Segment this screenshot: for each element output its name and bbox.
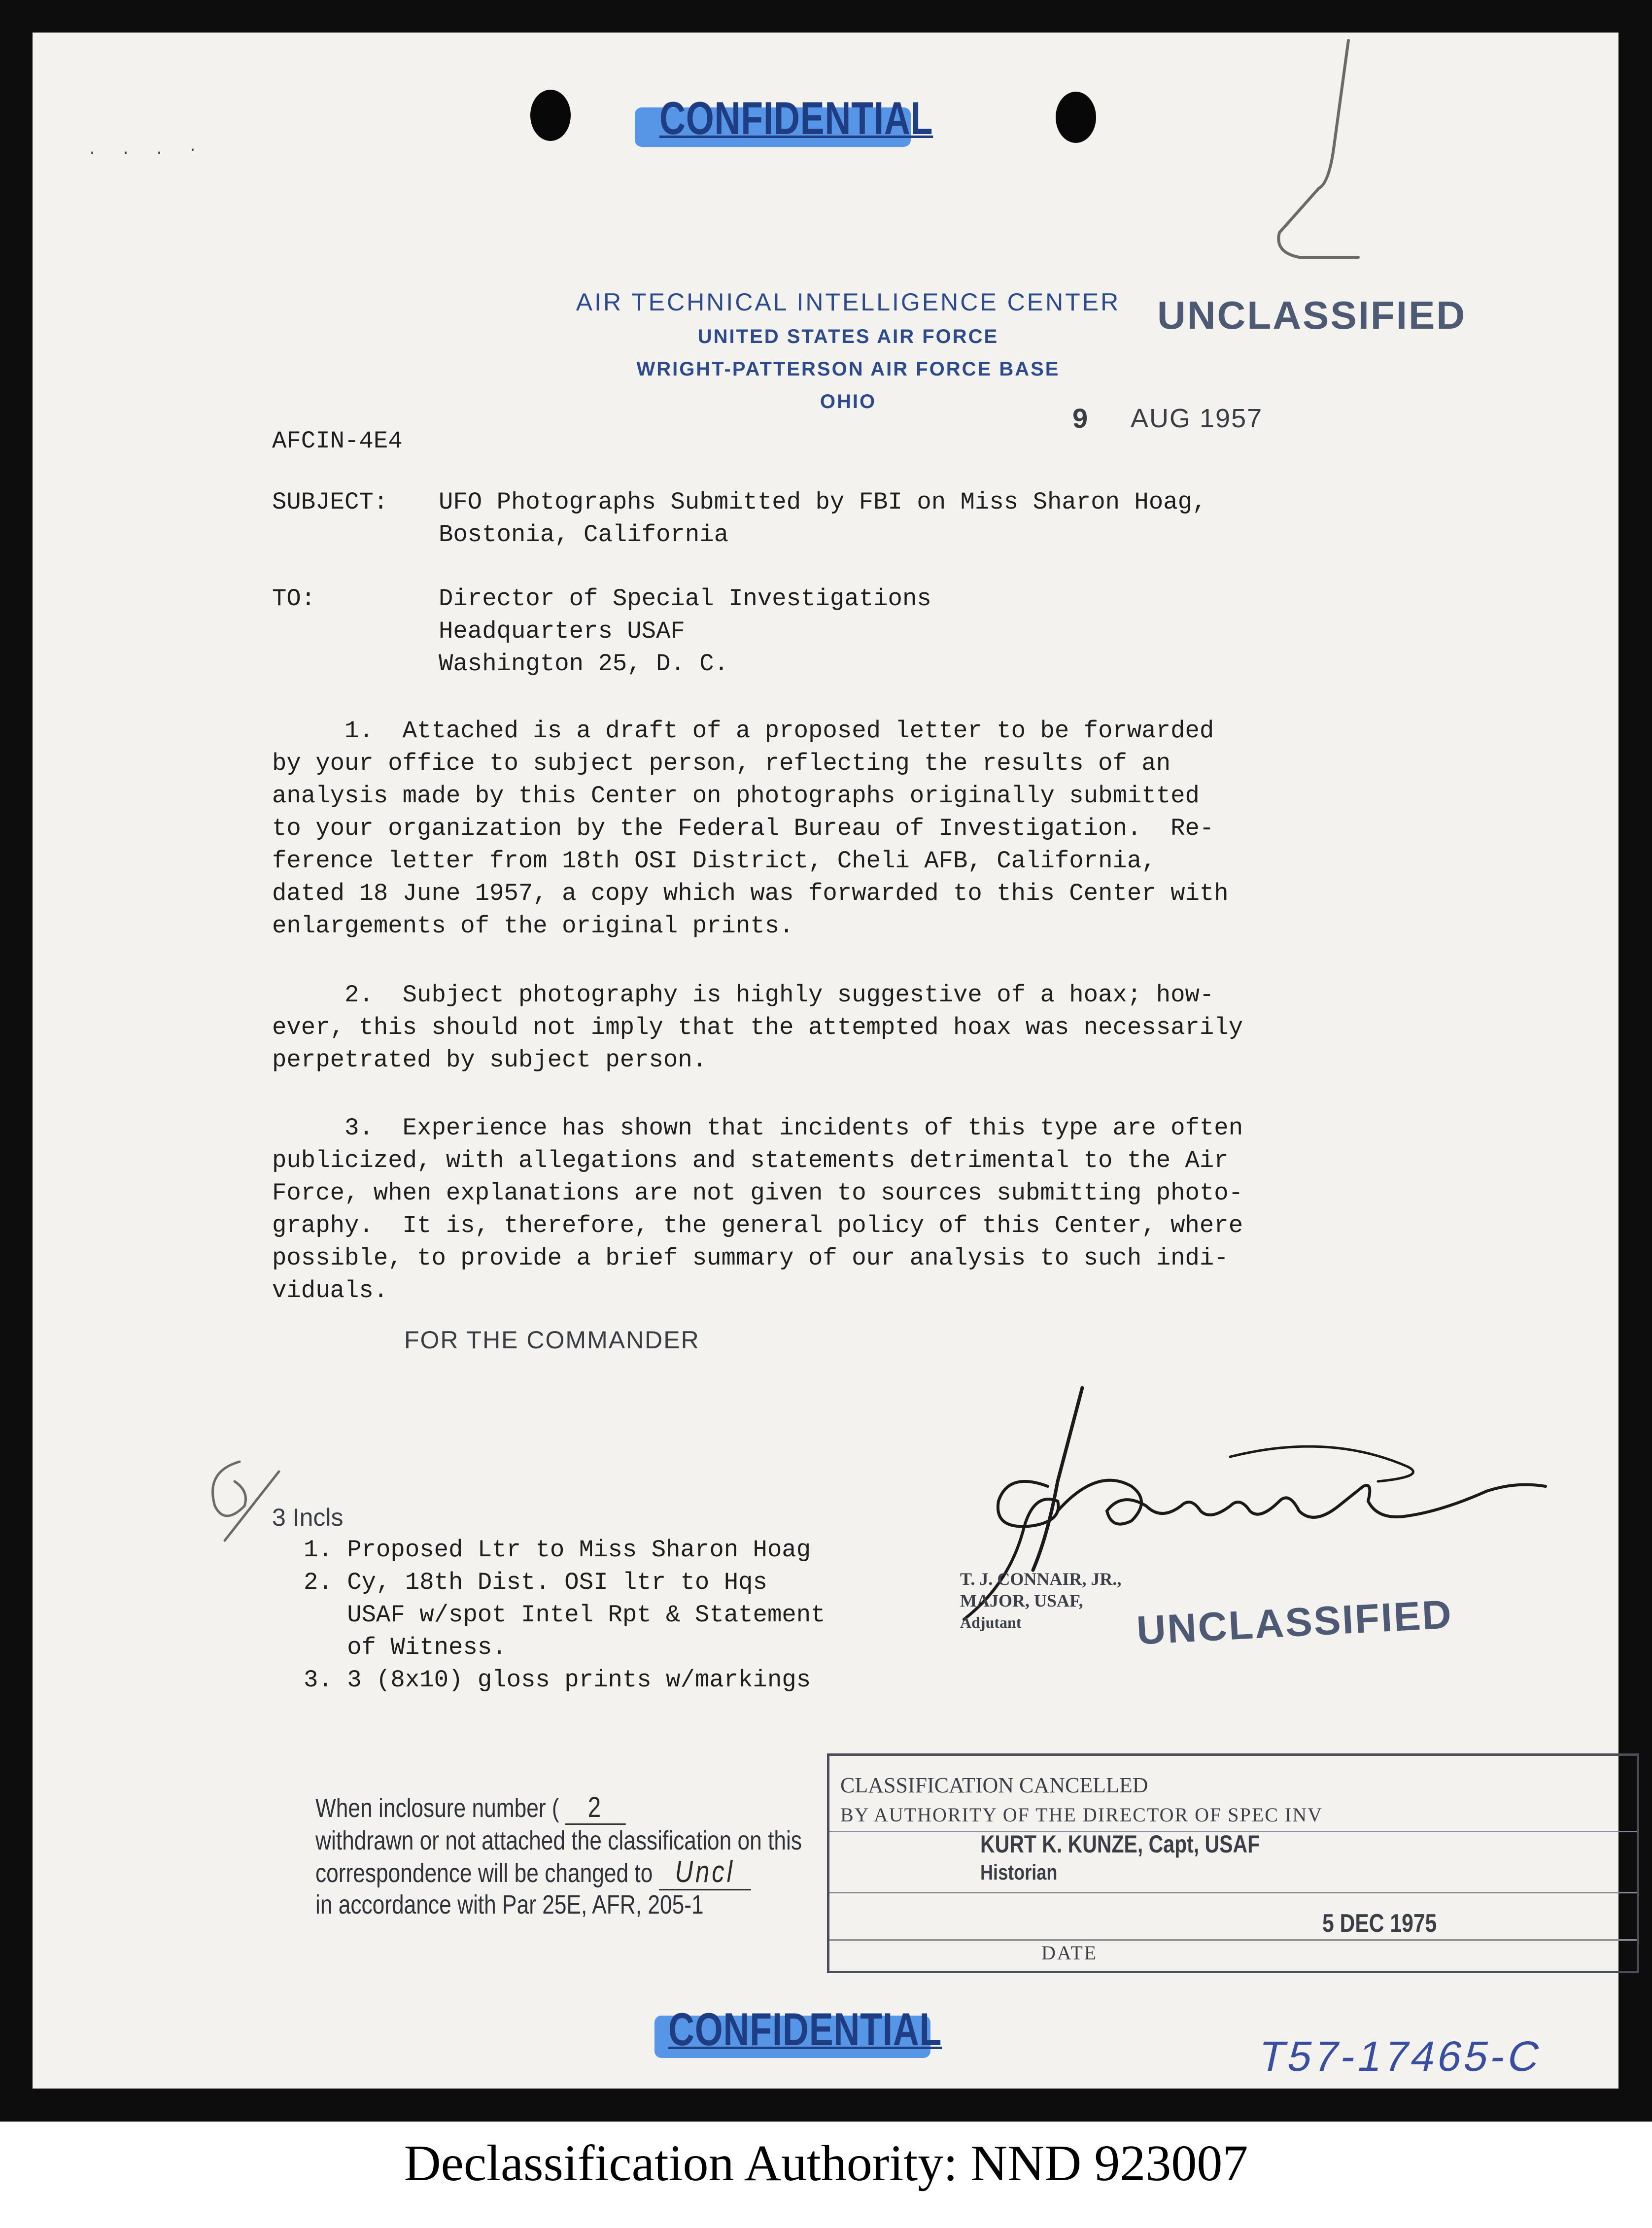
changed-classification-handwritten: Uncl [659, 1855, 751, 1890]
notice-line4: in accordance with Par 25E, AFR, 205-1 [315, 1890, 704, 1920]
inclosure-item: 2. Cy, 18th Dist. OSI ltr to Hqs [304, 1569, 767, 1596]
paragraph-line: by your office to subject person, reflecting the results of an [272, 750, 1171, 777]
subject-line: UFO Photographs Submitted by FBI on Miss Sharon Hoag, [439, 488, 1207, 516]
unclassified-stamp-signature: UNCLASSIFIED [1136, 1592, 1454, 1653]
notice-line2: withdrawn or not attached the classification on this [315, 1826, 802, 1855]
confidential-marking-bottom: CONFIDENTIAL [668, 2003, 942, 2055]
inclosure-item: USAF w/spot Intel Rpt & Statement [304, 1601, 826, 1629]
pencil-corner-mark [1260, 35, 1368, 267]
letterhead-line3: WRIGHT-PATTERSON AIR FORCE BASE [636, 358, 1060, 380]
notice-line [315, 1856, 802, 1889]
subject-line: Bostonia, California [439, 521, 729, 548]
inclosure-number-handwritten: 2 [565, 1792, 626, 1825]
stamp-date-label: DATE [1041, 1942, 1098, 1964]
to-line: Director of Special Investigations [439, 585, 931, 613]
to-line: Washington 25, D. C. [439, 650, 729, 678]
date-day: 9 [1072, 403, 1088, 434]
paragraph-1 [272, 715, 1229, 942]
for-the-commander: FOR THE COMMANDER [404, 1326, 700, 1354]
subject-label: SUBJECT: [272, 488, 388, 516]
to-block [439, 583, 931, 680]
paragraph-3 [272, 1112, 1243, 1307]
paragraph-2 [272, 979, 1243, 1076]
stamp-line2: BY AUTHORITY OF THE DIRECTOR OF SPEC INV [840, 1804, 1323, 1826]
paragraph-line: analysis made by this Center on photographs originally submitted [272, 782, 1200, 810]
letterhead [516, 284, 1181, 418]
paragraph-line: 1. Attached is a draft of a proposed letter to be forwarded [272, 717, 1214, 745]
document-page [33, 33, 1618, 2089]
declassification-caption: Declassification Authority: NND 923007 [404, 2135, 1248, 2192]
paragraph-line: to your organization by the Federal Bureau of Investigation. Re- [272, 815, 1214, 842]
punch-hole-left [530, 90, 571, 141]
paragraph-line: dated 18 June 1957, a copy which was forwarded to this Center with [272, 880, 1229, 907]
signer-rank: MAJOR, USAF, [960, 1591, 1083, 1611]
stamp-officer: KURT K. KUNZE, Capt, USAF [980, 1830, 1260, 1858]
inclosure-item: 1. Proposed Ltr to Miss Sharon Hoag [304, 1536, 811, 1564]
inclosure-notice [315, 1792, 802, 1920]
signature-block [960, 1568, 1121, 1633]
stamp-line1: CLASSIFICATION CANCELLED [840, 1773, 1148, 1797]
inclosure-item: 3. 3 (8x10) gloss prints w/markings [304, 1666, 811, 1694]
paragraph-line: publicized, with allegations and statements detrimental to the Air [272, 1147, 1229, 1174]
paragraph-line: ference letter from 18th OSI District, Cheli AFB, California, [272, 847, 1156, 875]
stamp-officer-title: Historian [980, 1860, 1058, 1885]
letterhead-line4: OHIO [820, 391, 877, 412]
inclosures-header: 3 Incls [272, 1504, 344, 1531]
confidential-marking-top: CONFIDENTIAL [659, 92, 933, 144]
stray-marks: . . . · [88, 142, 206, 159]
unclassified-stamp-top: UNCLASSIFIED [1157, 293, 1467, 337]
subject-block [439, 486, 1206, 551]
signer-name: T. J. CONNAIR, JR., [960, 1569, 1122, 1589]
notice-line: When inclosure number ( 2 [315, 1792, 802, 1825]
inclosures-list [272, 1501, 826, 1696]
paragraph-line: perpetrated by subject person. [272, 1046, 707, 1074]
classification-cancelled-stamp [827, 1753, 1639, 1973]
inclosure-item: of Witness. [304, 1634, 507, 1661]
to-line: Headquarters USAF [439, 617, 685, 645]
paragraph-line: 3. Experience has shown that incidents of this type are often [272, 1114, 1243, 1142]
signer-title: Adjutant [960, 1613, 1022, 1631]
office-symbol: AFCIN-4E4 [272, 427, 403, 455]
stamp-divider [829, 1892, 1637, 1893]
date-month-year: AUG 1957 [1131, 404, 1263, 433]
paragraph-line: 2. Subject photography is highly suggestive of a hoax; how- [272, 981, 1214, 1009]
letterhead-line1: AIR TECHNICAL INTELLIGENCE CENTER [576, 288, 1121, 316]
paragraph-line: ever, this should not imply that the attempted hoax was necessarily [272, 1014, 1243, 1041]
stamp-date-value: 5 DEC 1975 [1322, 1909, 1437, 1938]
paragraph-line: Force, when explanations are not given to sources submitting photo- [272, 1179, 1243, 1207]
paragraph-line: viduals. [272, 1277, 388, 1304]
paragraph-line: enlargements of the original prints. [272, 912, 794, 940]
paragraph-line: possible, to provide a brief summary of our analysis to such indi- [272, 1244, 1229, 1272]
notice-line3-prefix: correspondence will be changed to [315, 1858, 653, 1888]
paragraph-line: graphy. It is, therefore, the general policy of this Center, where [272, 1212, 1243, 1239]
handwritten-reference-number: T57-17465-C [1254, 2033, 1548, 2080]
stamp-divider [829, 1939, 1637, 1941]
letterhead-line2: UNITED STATES AIR FORCE [697, 326, 999, 347]
notice-line1-prefix: When inclosure number [315, 1793, 546, 1823]
to-label: TO: [272, 585, 316, 613]
punch-hole-right [1056, 92, 1096, 143]
